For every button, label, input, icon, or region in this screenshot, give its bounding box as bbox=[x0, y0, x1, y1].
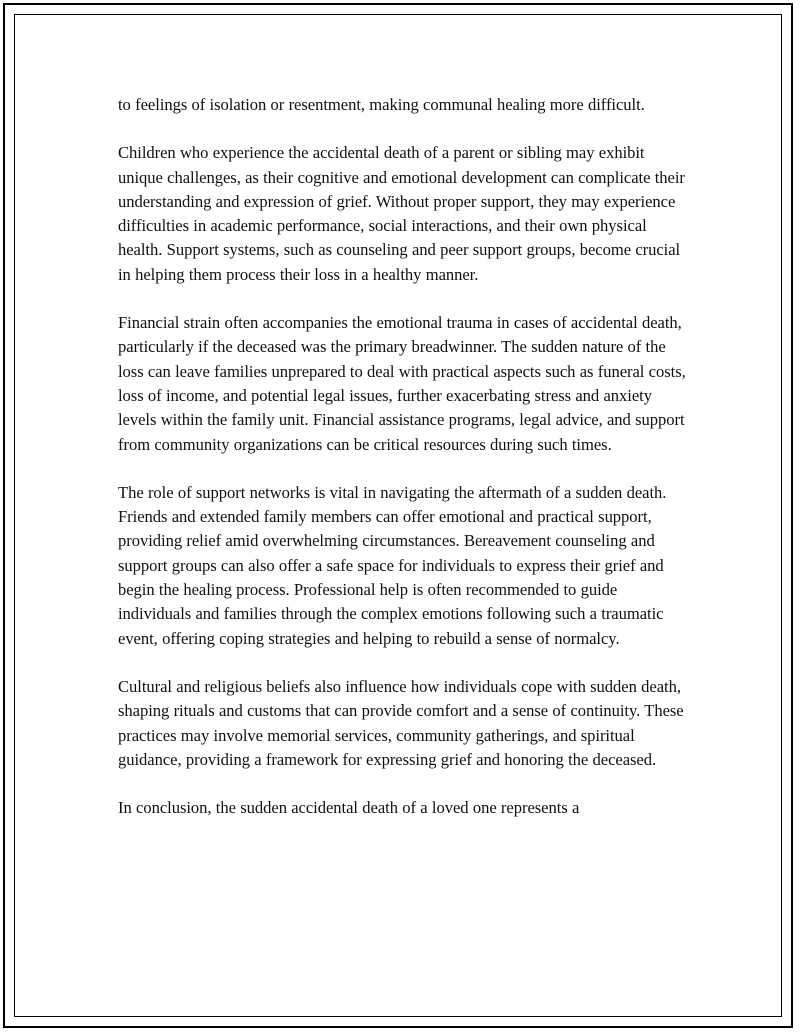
paragraph-isolation-continuation: to feelings of isolation or resentment, making communal healing more difficult. bbox=[118, 95, 645, 114]
paragraph-financial-strain: Financial strain often accompanies the emotional trauma in cases of accidental death, particularly if the deceased was the primary breadwinner. The sudden nature of the loss can leave families unprepared to deal with practical aspects such as funeral costs, loss of income, and potential legal issues, further exacerbating stress and anxiety levels within the family unit. Financial assistance programs, legal advice, and support from community organizations can be critical resources during such times. bbox=[118, 313, 686, 454]
paragraph-cultural-beliefs: Cultural and religious beliefs also influence how individuals cope with sudden death, shaping rituals and customs that can provide comfort and a sense of continuity. These practices may involve memorial services, community gatherings, and spiritual guidance, providing a framework for expressing grief and honoring the deceased. bbox=[118, 676, 684, 769]
paragraph-conclusion-start: In conclusion, the sudden accidental death of a loved one represents a bbox=[118, 798, 580, 818]
document-body bbox=[118, 93, 690, 844]
paragraph-children-grief: Children who experience the accidental death of a parent or sibling may exhibit unique challenges, as their cognitive and emotional development can complicate their understanding and expression of grief. Without proper support, they may experience difficulties in academic performance, social interactions, and their own physical health. Support systems, such as counseling and peer support groups, become crucial in helping them process their loss in a healthy manner. bbox=[118, 143, 685, 284]
paragraph-support-networks: The role of support networks is vital in navigating the aftermath of a sudden death. Friends and extended family members can offer emotional and practical support, providing relief amid overwhelming circumstances. Bereavement counseling and support groups can also offer a safe space for individuals to express their grief and begin the healing process. Professional help is often recommended to guide individuals and families through the complex emotions following such a traumatic event, offering coping strategies and helping to rebuild a sense of normalcy. bbox=[118, 482, 667, 648]
